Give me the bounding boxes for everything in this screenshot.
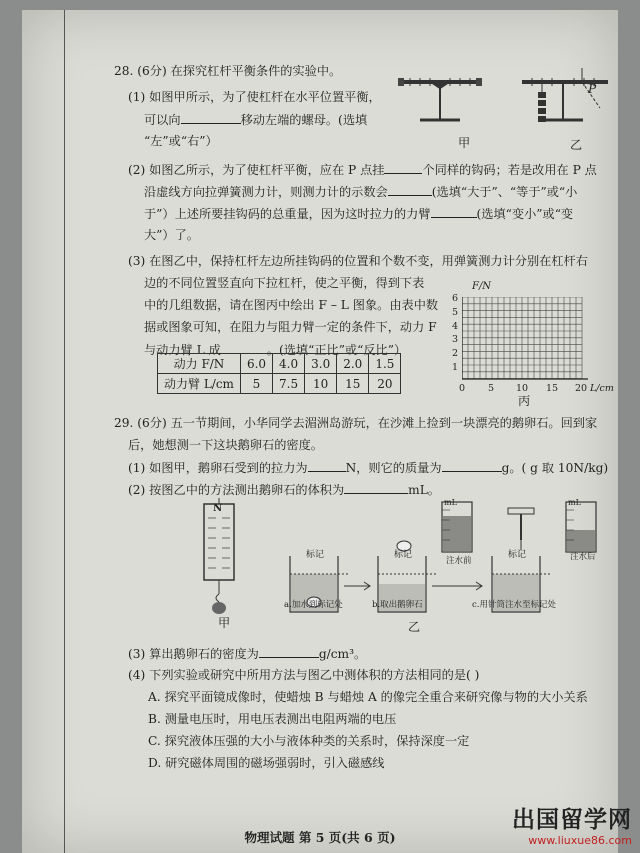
- caption-step-c: c.用针筒注水至标记处: [472, 600, 556, 610]
- q28-part3-line5: 与动力臂 L 成 。(选填“正比”或“反比”）: [144, 343, 407, 357]
- q29-option-a: A. 探究平面镜成像时，使蜡烛 B 与蜡烛 A 的像完全重合来研究像与物的大小关系: [148, 690, 588, 704]
- q28-part2-line4: 大”）了。: [144, 228, 199, 242]
- q29-part3: (3) 算出鹅卵石的密度为 g/cm³。: [128, 647, 367, 661]
- graph-y-tick: 4: [452, 321, 459, 332]
- table-cell: 2.0: [337, 354, 369, 374]
- table-cell: 6.0: [240, 354, 272, 374]
- watermark-title: 出国留学网: [512, 807, 632, 833]
- spring-scale-unit: N: [213, 503, 223, 514]
- fig-label-jia-29: 甲: [218, 616, 231, 630]
- q28-part3-line4: 据或图象可知，在阻力与阻力臂一定的条件下，动力 F: [144, 320, 437, 334]
- graph-x-unit: L/cm: [590, 383, 614, 394]
- mark-label: 标记: [508, 550, 527, 560]
- margin-line: [64, 10, 65, 853]
- graph-y-tick: 3: [452, 334, 459, 345]
- answer-blank: [181, 112, 241, 124]
- exam-page: [22, 10, 618, 853]
- table-cell: 20: [369, 374, 401, 394]
- q29-option-c: C. 探究液体压强的大小与液体种类的关系时，保持深度一定: [148, 734, 470, 748]
- table-cell: 3.0: [305, 354, 337, 374]
- q28-part2-line3: 于”）上述所要挂钩码的总重量，因为这时拉力的力臂 (选填“变小”或“变: [144, 207, 574, 221]
- table-cell: 1.5: [369, 354, 401, 374]
- answer-blank: [431, 206, 477, 218]
- fig-label-yi-29: 乙: [408, 620, 421, 634]
- table-cell: 7.5: [273, 374, 305, 394]
- graph-y-tick: 5: [452, 307, 459, 318]
- q28-part1-line2: 可以向 移动左端的螺母。(选填: [144, 113, 368, 127]
- answer-blank: [442, 460, 502, 472]
- table-cell: 5: [240, 374, 272, 394]
- table-cell: 15: [337, 374, 369, 394]
- label-before-injection: 注水前: [446, 556, 472, 566]
- graph-y-axis-label: F/N: [472, 281, 492, 292]
- table-row: [158, 354, 401, 374]
- cylinder-unit: mL: [444, 498, 457, 507]
- table-cell: 动力臂 L/cm: [158, 374, 241, 394]
- graph-caption-bing: 丙: [518, 394, 531, 408]
- answer-blank: [384, 162, 422, 174]
- q29-heading: 29. (6分) 五一节期间，小华同学去湄洲岛游玩，在沙滩上捡到一块漂亮的鹅卵石。回到家: [114, 416, 598, 430]
- q29-option-b: B. 测量电压时，用电压表测出电阻两端的电压: [148, 712, 397, 726]
- site-watermark: [512, 801, 632, 847]
- q29-heading-line2: 后，她想测一下这块鹅卵石的密度。: [128, 438, 323, 452]
- q28-part1-line3: “左”或“右”）: [144, 134, 218, 148]
- answer-blank: [388, 184, 432, 196]
- table-cell: 10: [305, 374, 337, 394]
- graph-x-tick: 15: [546, 383, 559, 394]
- caption-step-b: b.取出鹅卵石: [372, 600, 423, 610]
- q28-part2-line2: 沿虚线方向拉弹簧测力计，则测力计的示数会 (选填“大于”、“等于”或“小: [144, 185, 578, 199]
- q29-part2: (2) 按图乙中的方法测出鹅卵石的体积为 mL。: [128, 483, 440, 497]
- label-after-injection: 注水后: [570, 552, 596, 562]
- q28-part3-line3: 中的几组数据，请在图丙中绘出 F – L 图象。由表中数: [144, 298, 439, 312]
- lever-figure-jia: [398, 78, 482, 120]
- syringe: [508, 508, 534, 550]
- q29-part4: (4) 下列实验或研究中所用方法与图乙中测体积的方法相同的是( ): [128, 668, 480, 682]
- q28-part3-line2: 边的不同位置竖直向下拉杠杆，使之平衡，得到下表: [144, 276, 425, 290]
- q29-option-d: D. 研究磁体周围的磁场强弱时，引入磁感线: [148, 756, 385, 770]
- q29-part1: (1) 如图甲，鹅卵石受到的拉力为 N，则它的质量为 g。( g 取 10N/kg): [128, 461, 609, 475]
- watermark-url: www.liuxue86.com: [528, 834, 632, 847]
- cylinder-unit: mL: [568, 498, 581, 507]
- q28-part1-line1: (1) 如图甲所示，为了使杠杆在水平位置平衡，: [128, 90, 381, 104]
- mark-label: 标记: [394, 550, 413, 560]
- fig-label-jia: 甲: [458, 136, 471, 150]
- answer-blank: [308, 460, 346, 472]
- table-cell: 4.0: [273, 354, 305, 374]
- graph-x-tick: 5: [488, 383, 495, 394]
- graph-y-tick: 6: [452, 293, 459, 304]
- answer-blank: [344, 482, 408, 494]
- lever-figures: [394, 60, 616, 152]
- graph-y-tick: 1: [452, 362, 459, 373]
- graph-x-tick: 10: [516, 383, 529, 394]
- mark-label: 标记: [306, 550, 325, 560]
- graph-x-tick: 0: [459, 383, 466, 394]
- graph-y-tick: 2: [452, 348, 459, 359]
- force-arm-table: [157, 353, 401, 394]
- fig-label-yi: 乙: [570, 138, 583, 152]
- fig-label-p: P: [588, 82, 597, 96]
- graph-x-tick: 20: [575, 383, 588, 394]
- table-cell: 动力 F/N: [158, 354, 241, 374]
- caption-step-a: a.加水到标记处: [284, 600, 343, 610]
- page-footer: 物理试题 第 5 页(共 6 页): [244, 830, 396, 845]
- q28-heading: 28. (6分) 在探究杠杆平衡条件的实验中。: [114, 64, 342, 78]
- q28-part3-line1: (3) 在图乙中，保持杠杆左边所挂钩码的位置和个数不变，用弹簧测力计分别在杠杆右: [128, 254, 588, 268]
- table-row: [158, 374, 401, 394]
- answer-blank: [259, 646, 319, 658]
- q28-part2-line1: (2) 如图乙所示，为了使杠杆平衡，应在 P 点挂 个同样的钩码；若是改用在 P 点: [128, 163, 597, 177]
